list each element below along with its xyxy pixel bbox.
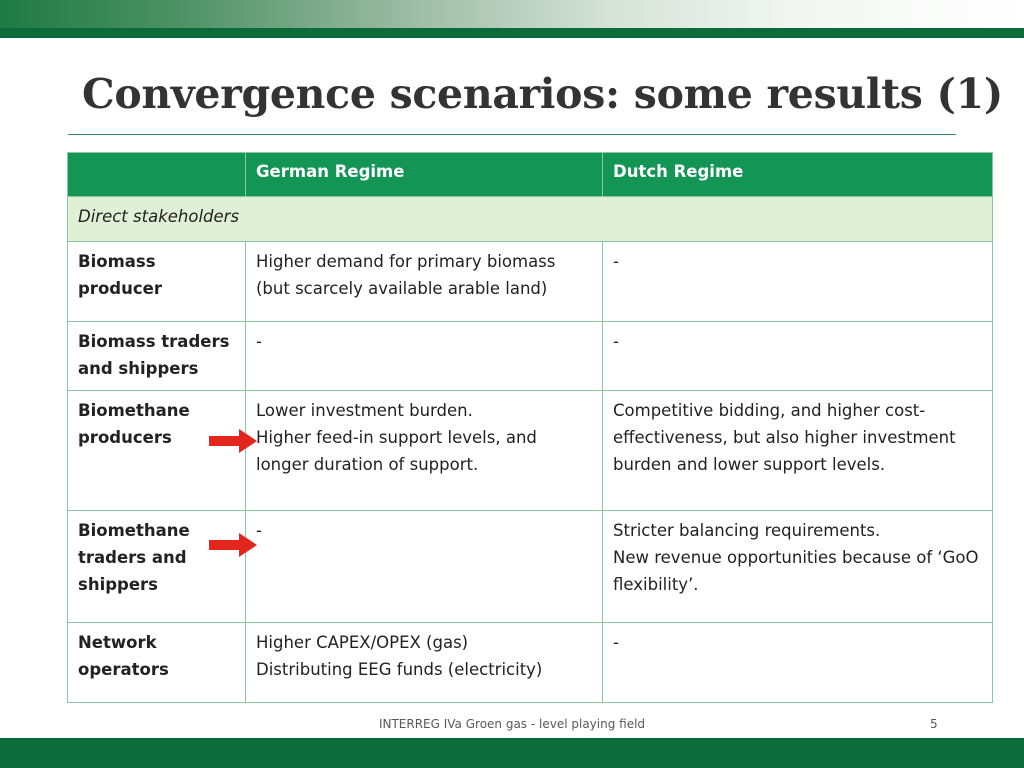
table-row bbox=[68, 242, 993, 322]
dutch-cell bbox=[603, 623, 993, 703]
german-line: (but scarcely available arable land) bbox=[256, 279, 548, 298]
german-cell bbox=[246, 322, 603, 391]
german-cell bbox=[246, 242, 603, 322]
stakeholder-cell bbox=[68, 511, 246, 623]
footer-text: INTERREG IVa Groen gas - level playing field bbox=[378, 717, 646, 731]
page-number: 5 bbox=[930, 717, 938, 731]
bottom-green-band bbox=[0, 738, 1024, 768]
dutch-cell bbox=[603, 511, 993, 623]
german-line: Lower investment burden. bbox=[256, 401, 473, 420]
dutch-line: New revenue opportunities because of ‘GoO flexibility’. bbox=[613, 548, 979, 594]
header-stakeholder bbox=[68, 153, 246, 197]
german-cell bbox=[246, 511, 603, 623]
dutch-line: - bbox=[613, 332, 619, 351]
dutch-cell bbox=[603, 322, 993, 391]
table-row bbox=[68, 511, 993, 623]
german-line: Higher feed-in support levels, and longer duration of support. bbox=[256, 428, 537, 474]
german-line: Higher CAPEX/OPEX (gas) bbox=[256, 633, 469, 652]
top-green-stripe bbox=[0, 28, 1024, 38]
stakeholder-cell bbox=[68, 391, 246, 511]
title-underline bbox=[68, 134, 956, 135]
dutch-cell bbox=[603, 391, 993, 511]
header-dutch-regime: Dutch Regime bbox=[603, 153, 993, 197]
german-cell bbox=[246, 623, 603, 703]
dutch-cell bbox=[603, 242, 993, 322]
dutch-line: Competitive bidding, and higher cost-effectiveness, but also higher investment burden and lower support levels. bbox=[613, 401, 956, 474]
section-row bbox=[68, 197, 993, 242]
dutch-line: - bbox=[613, 252, 619, 271]
stakeholder-cell: Biomass producer bbox=[68, 242, 246, 322]
section-label: Direct stakeholders bbox=[68, 197, 993, 242]
table-row bbox=[68, 322, 993, 391]
german-line: Higher demand for primary biomass bbox=[256, 252, 556, 271]
stakeholder-cell: Biomass traders and shippers bbox=[68, 322, 246, 391]
red-arrow-icon bbox=[209, 429, 257, 453]
german-cell bbox=[246, 391, 603, 511]
german-line: Distributing EEG funds (electricity) bbox=[256, 660, 543, 679]
german-line: - bbox=[256, 521, 262, 540]
dutch-line: Stricter balancing requirements. bbox=[613, 521, 881, 540]
stakeholder-label: Biomethane producers bbox=[78, 401, 190, 447]
slide-title: Convergence scenarios: some results (1) bbox=[82, 70, 1003, 118]
table-header-row bbox=[68, 153, 993, 197]
table-row bbox=[68, 623, 993, 703]
german-line: - bbox=[256, 332, 262, 351]
results-table bbox=[67, 152, 993, 703]
stakeholder-cell: Network operators bbox=[68, 623, 246, 703]
top-gradient-band bbox=[0, 0, 1024, 28]
stakeholder-label: Biomethane traders and shippers bbox=[78, 521, 190, 594]
table-row bbox=[68, 391, 993, 511]
header-german-regime: German Regime bbox=[246, 153, 603, 197]
red-arrow-icon bbox=[209, 533, 257, 557]
dutch-line: - bbox=[613, 633, 619, 652]
